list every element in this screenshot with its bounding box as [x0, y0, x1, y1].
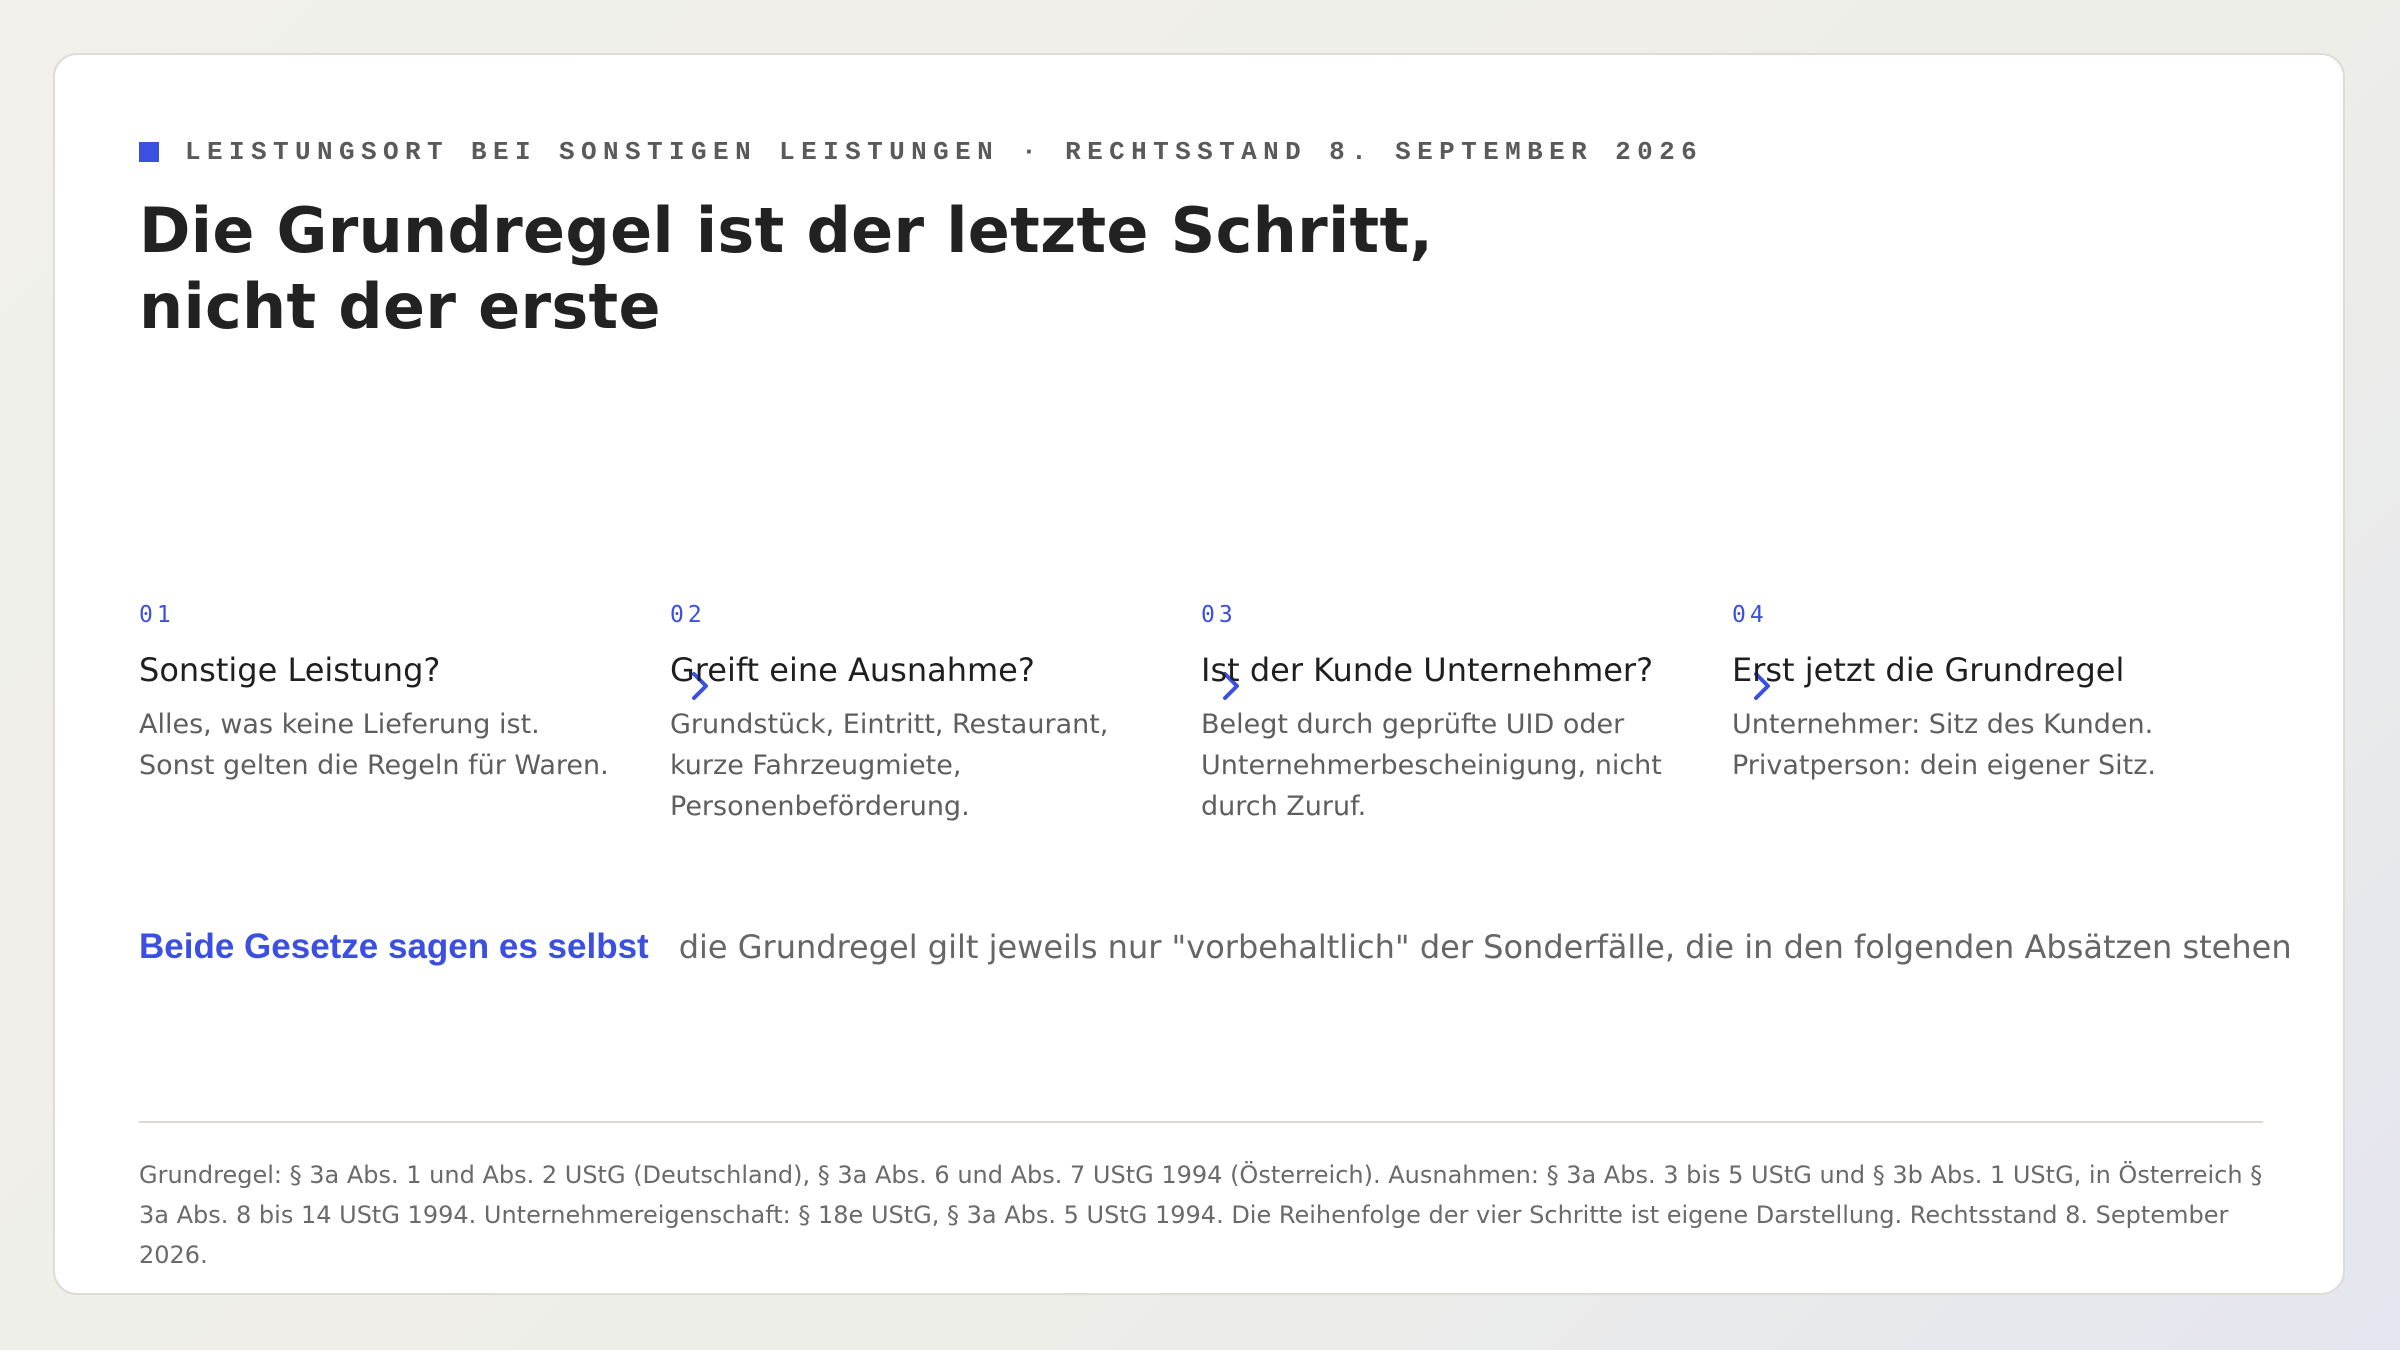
step-number: 01 [139, 602, 175, 628]
step-number: 03 [1201, 602, 1237, 628]
divider [139, 1121, 2263, 1123]
key-statement-lead: Beide Gesetze sagen es selbst [139, 927, 649, 966]
key-statement-text: die Grundregel gilt jeweils nur "vorbehaltlich" der Sonderfälle, die in den folgenden Absätzen stehen [678, 928, 2292, 966]
step-heading: Erst jetzt die Grundregel [1732, 651, 2125, 689]
title-line-2: nicht der erste [139, 270, 661, 343]
eyebrow-text: LEISTUNGSORT BEI SONSTIGEN LEISTUNGEN · RECHTSSTAND 8. SEPTEMBER 2026 [185, 137, 1704, 167]
key-statement [139, 927, 2292, 967]
step-description: Unternehmer: Sitz des Kunden. Privatperson: dein eigener Sitz. [1732, 709, 2156, 781]
eyebrow [139, 135, 1703, 169]
step-heading: Sonstige Leistung? [139, 651, 441, 689]
step-heading: Ist der Kunde Unternehmer? [1201, 651, 1654, 689]
content-card [53, 53, 2345, 1295]
source-footnote: Grundregel: § 3a Abs. 1 und Abs. 2 UStG (Deutschland), § 3a Abs. 6 und Abs. 7 UStG 1994 (Österreich). Ausnahmen: § 3a Abs. 3 bis 5 UStG und § 3b Abs. 1 UStG, in Österreich § 3a Abs. 8 bis 14 UStG 1994. Unternehmereigenschaft: § 18e UStG, § 3a Abs. 5 UStG 1994. Die Reihenfolge der vier Schritte ist eigene Darstellung. Rechtsstand 8. September 2026. [139, 1161, 2263, 1269]
step-heading: Greift eine Ausnahme? [670, 651, 1035, 689]
step-description: Alles, was keine Lieferung ist. Sonst gelten die Regeln für Waren. [139, 709, 609, 781]
title-line-1: Die Grundregel ist der letzte Schritt, [139, 194, 1434, 267]
step-description: Grundstück, Eintritt, Restaurant, kurze Fahrzeugmiete, Personenbeförderung. [670, 709, 1109, 822]
step-flow [139, 601, 2263, 901]
step-2 [670, 601, 1140, 827]
page-title [139, 193, 1439, 345]
step-1 [139, 601, 609, 786]
step-number: 04 [1732, 602, 1768, 628]
step-3 [1201, 601, 1671, 827]
step-number: 02 [670, 602, 706, 628]
square-marker-icon [139, 142, 159, 162]
step-description: Belegt durch geprüfte UID oder Unternehmerbescheinigung, nicht durch Zuruf. [1201, 709, 1662, 822]
step-4 [1732, 601, 2202, 786]
